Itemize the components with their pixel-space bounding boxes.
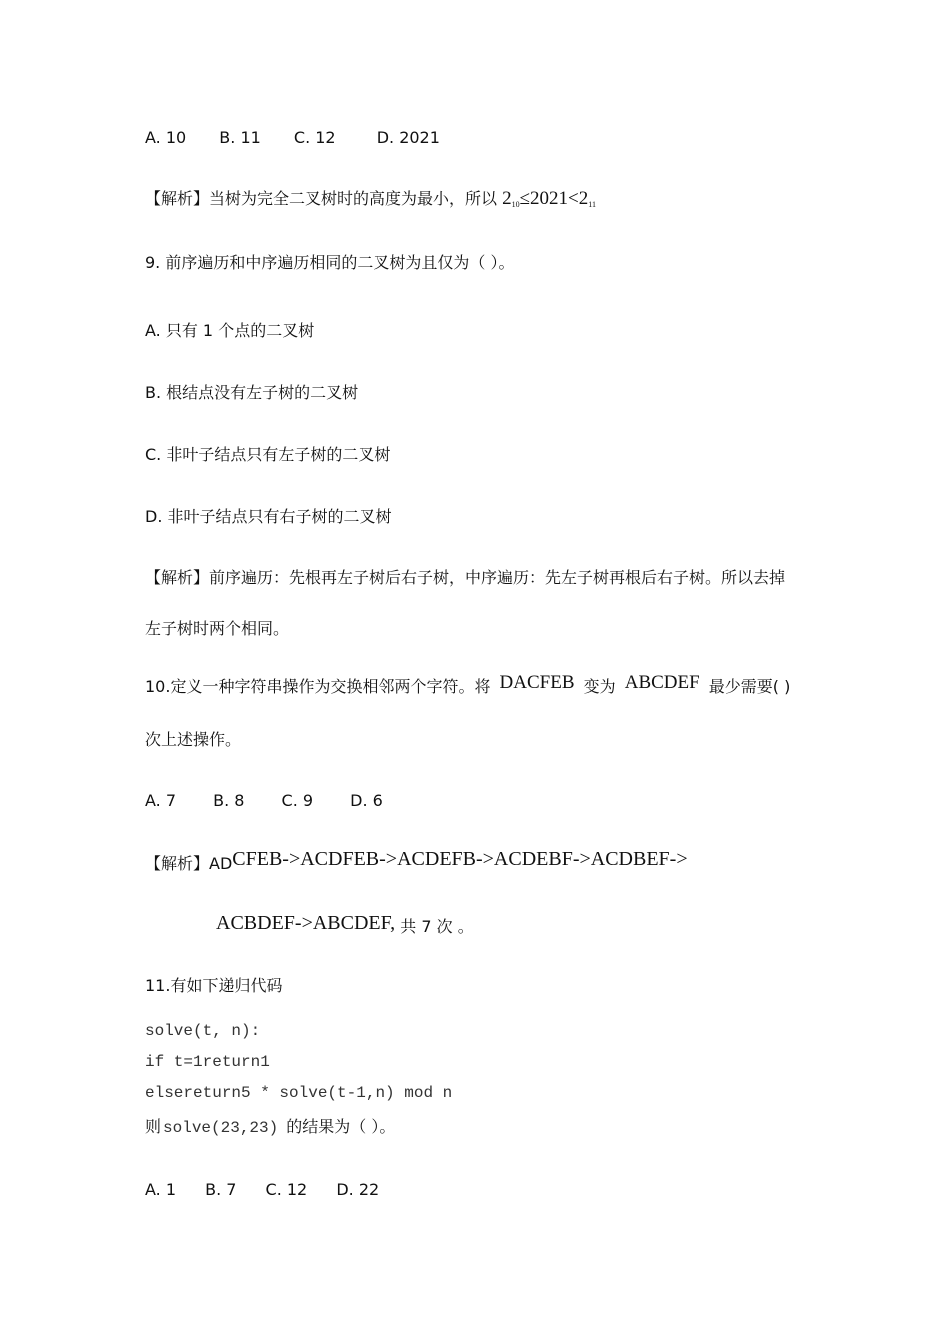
q10-option-b: B. 8 — [213, 791, 245, 810]
q10-to-string: ABCDEF — [624, 672, 700, 693]
q8-option-a: A. 10 — [145, 128, 187, 147]
q11-ask — [145, 1116, 395, 1139]
q10-option-a: A. 7 — [145, 791, 177, 810]
q10-question-line2: 次上述操作。 — [145, 730, 242, 749]
q10-options — [145, 790, 411, 812]
q10-analysis — [145, 848, 688, 871]
q11-question: 11.有如下递归代码 — [145, 976, 283, 995]
q10-option-d: D. 6 — [350, 791, 383, 810]
q11-code-line2: if t=1return1 — [145, 1053, 270, 1071]
q8-options — [145, 127, 468, 149]
math-subscript: 11 — [588, 200, 596, 209]
q10-analysis-sequence2: ACBDEF->ABCDEF, — [216, 912, 396, 934]
q11-option-a: A. 1 — [145, 1180, 177, 1199]
q10-analysis-cont — [216, 912, 474, 935]
q9-option-a: A. 只有 1 个点的二叉树 — [145, 321, 315, 340]
q11-ask-code: solve(23,23) — [163, 1119, 279, 1137]
q11-code-line3: elsereturn5 * solve(t-1,n) mod n — [145, 1084, 453, 1102]
q9-option-b: B. 根结点没有左子树的二叉树 — [145, 383, 359, 402]
q8-option-b: B. 11 — [219, 128, 261, 147]
q10-question — [145, 672, 791, 698]
q10-option-c: C. 9 — [281, 791, 314, 810]
q8-analysis-label: 【解析】 — [145, 189, 210, 208]
q10-analysis-tail: 共 7 次 。 — [400, 917, 474, 936]
q11-code-line1: solve(t, n): — [145, 1022, 261, 1040]
q8-analysis-text: 当树为完全二叉树时的高度为最小，所以 — [209, 189, 498, 208]
q11-option-d: D. 22 — [336, 1180, 380, 1199]
q10-question-suffix: 最少需要( ) — [708, 677, 791, 696]
q10-analysis-sequence1: CFEB->ACDFEB->ACDEFB->ACDEBF->ACDBEF-> — [232, 848, 688, 870]
q9-option-d: D. 非叶子结点只有右子树的二叉树 — [145, 507, 392, 526]
q9-option-c: C. 非叶子结点只有左子树的二叉树 — [145, 445, 391, 464]
q9-analysis-line1: 【解析】前序遍历：先根再左子树后右子树，中序遍历：先左子树再根后右子树。所以去掉 — [145, 568, 786, 587]
q8-option-d: D. 2021 — [376, 128, 440, 147]
q9-analysis-line2: 左子树时两个相同。 — [145, 619, 290, 638]
math-base: 2 — [502, 188, 512, 209]
q8-option-c: C. 12 — [293, 128, 336, 147]
q11-option-c: C. 12 — [265, 1180, 308, 1199]
q11-options — [145, 1179, 407, 1201]
q11-ask-suffix: 的结果为（ ）。 — [286, 1117, 396, 1136]
q10-question-prefix: 10.定义一种字符串操作为交换相邻两个字符。将 — [145, 677, 491, 696]
q10-question-middle: 变为 — [583, 677, 616, 696]
q10-analysis-label: 【解析】AD — [145, 854, 233, 873]
math-subscript: 10 — [511, 200, 520, 209]
q10-from-string: DACFEB — [499, 672, 575, 693]
q8-analysis — [145, 188, 596, 216]
q9-question: 9. 前序遍历和中序遍历相同的二叉树为且仅为（ ）。 — [145, 253, 515, 272]
q8-analysis-math — [502, 188, 596, 209]
q11-option-b: B. 7 — [205, 1180, 237, 1199]
math-expression: ≤2021<2 — [519, 188, 589, 209]
q11-ask-prefix: 则 — [145, 1117, 162, 1136]
